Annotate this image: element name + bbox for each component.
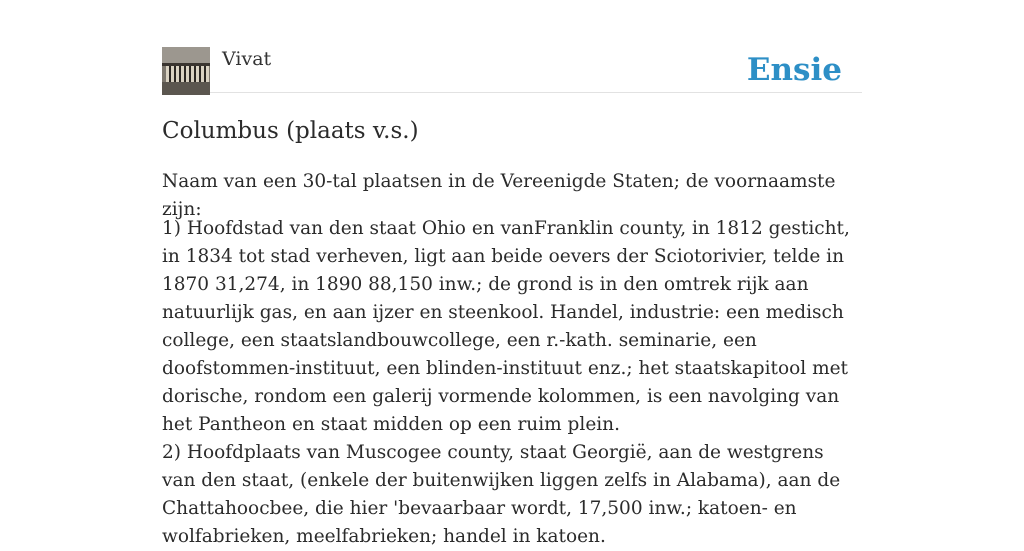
ensie-logo[interactable]: Ensie xyxy=(746,52,842,88)
header xyxy=(162,0,862,93)
author-avatar[interactable] xyxy=(162,47,210,95)
paragraph-2: 2) Hoofdplaats van Muscogee county, staat Georgië, aan de westgrens van den staat, (enkele der buitenwijken liggen zelfs in Alabama), aan de Chattahoocbee, die hier 'bevaarbaar wordt, 17,500 inw.; katoen- en wolfabrieken, meelfabrieken; handel in katoen. xyxy=(162,442,841,547)
article-intro: Naam van een 30-tal plaatsen in de Vereenigde Staten; de voornaamste zijn: xyxy=(162,171,836,220)
page-container xyxy=(162,0,862,547)
author-name[interactable]: Vivat xyxy=(222,48,272,70)
paragraph-1: 1) Hoofdstad van den staat Ohio en vanFranklin county, in 1812 gesticht, in 1834 tot stad verheven, ligt aan beide oevers der Sciotorivier, telde in 1870 31,274, in 1890 88,150 inw.; de grond is in den omtrek rijk aan natuurlijk gas, en aan ijzer en steenkool. Handel, industrie: een medisch college, een staatslandbouwcollege, een r.-kath. seminarie, een doofstommen-instituut, een blinden-instituut enz.; het staatskapitool met dorische, rondom een galerij vormende kolommen, is een navolging van het Pantheon en staat midden op een ruim plein. xyxy=(162,218,850,435)
article-title: Columbus (plaats v.s.) xyxy=(162,118,419,144)
article-body xyxy=(162,215,862,551)
library-avatar-icon xyxy=(162,47,210,95)
